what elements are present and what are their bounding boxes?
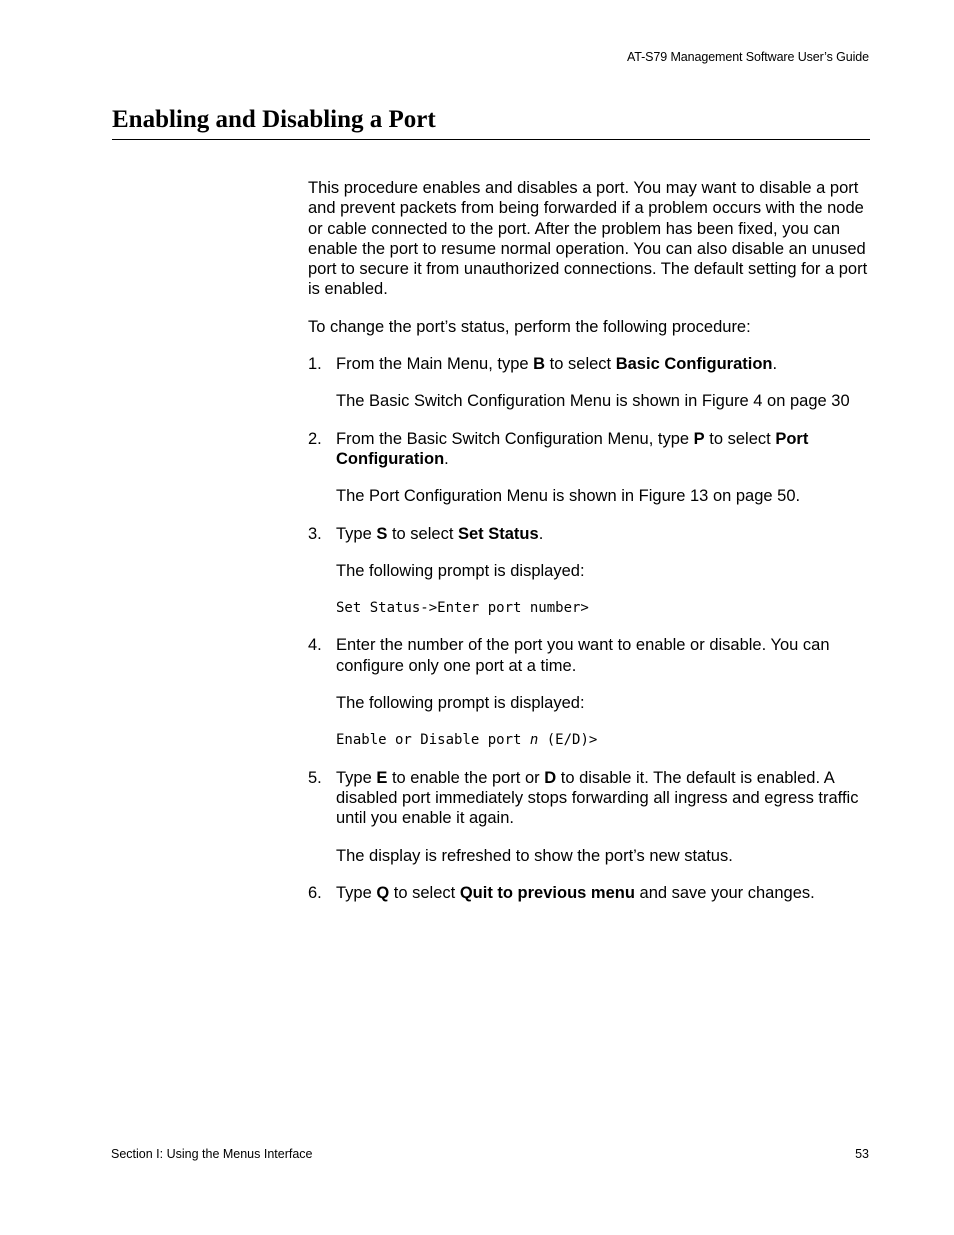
step-3 xyxy=(308,524,873,544)
step-2 xyxy=(308,429,873,470)
procedure-lead: To change the port’s status, perform the following procedure: xyxy=(308,317,751,336)
step-note: The following prompt is displayed: xyxy=(336,561,585,580)
step-note: The Port Configuration Menu is shown in Figure 13 on page 50. xyxy=(336,487,801,506)
key-d: D xyxy=(544,768,557,787)
step-number: 2. xyxy=(308,429,322,448)
step-number: 3. xyxy=(308,524,322,543)
port-variable: n xyxy=(529,732,539,749)
step-number: 6. xyxy=(308,883,322,902)
step-text: Enter the number of the port you want to enable or disable. You can configure only one port at a time. xyxy=(336,636,830,675)
step-text: Type E to enable the port or D to disable it. The default is enabled. A disabled port immediately stops forwarding all ingress and egress traffic until you enable it again. xyxy=(336,768,859,828)
step-6 xyxy=(308,883,873,903)
prompt-enable-disable: Enable or Disable port n (E/D)> xyxy=(336,732,598,749)
step-number: 4. xyxy=(308,636,322,655)
step-4 xyxy=(308,635,873,676)
step-text: Type Q to select Quit to previous menu and save your changes. xyxy=(336,883,815,902)
key-q: Q xyxy=(376,883,390,902)
intro-paragraph: This procedure enables and disables a port. You may want to disable a port and prevent packets from being forwarded if a problem occurs with the node or cable connected to the port. After the problem has been fixed, you can enable the port to resume normal operation. You can also disable an unused port to secure it from unauthorized connections. The default setting for a port is enabled. xyxy=(308,179,868,299)
menu-option-set-status: Set Status xyxy=(458,524,539,543)
step-note: The Basic Switch Configuration Menu is shown in Figure 4 on page 30 xyxy=(336,392,850,411)
step-text: From the Basic Switch Configuration Menu, type P to select Port Configuration. xyxy=(336,429,809,468)
step-5 xyxy=(308,768,873,829)
menu-option-quit: Quit to previous menu xyxy=(459,883,635,902)
running-header: AT-S79 Management Software User’s Guide xyxy=(626,50,869,64)
step-note: The display is refreshed to show the port’s new status. xyxy=(336,846,733,865)
menu-option-basic-configuration: Basic Configuration xyxy=(615,355,773,374)
section-title: Enabling and Disabling a Port xyxy=(112,106,436,133)
key-e: E xyxy=(376,768,388,787)
step-1 xyxy=(308,354,873,374)
prompt-set-status: Set Status->Enter port number> xyxy=(336,600,589,617)
menu-option-port-configuration: Port Configuration xyxy=(336,429,809,468)
step-number: 5. xyxy=(308,768,322,787)
key-b: B xyxy=(533,355,546,374)
title-rule xyxy=(112,139,870,140)
step-text: Type S to select Set Status. xyxy=(336,524,544,543)
step-note: The following prompt is displayed: xyxy=(336,694,585,713)
step-text: From the Main Menu, type B to select Basic Configuration. xyxy=(336,355,778,374)
body-text xyxy=(308,178,873,920)
key-p: P xyxy=(693,429,705,448)
footer-section: Section I: Using the Menus Interface xyxy=(111,1147,313,1161)
step-number: 1. xyxy=(308,355,322,374)
key-s: S xyxy=(376,524,388,543)
page-number: 53 xyxy=(855,1147,869,1161)
